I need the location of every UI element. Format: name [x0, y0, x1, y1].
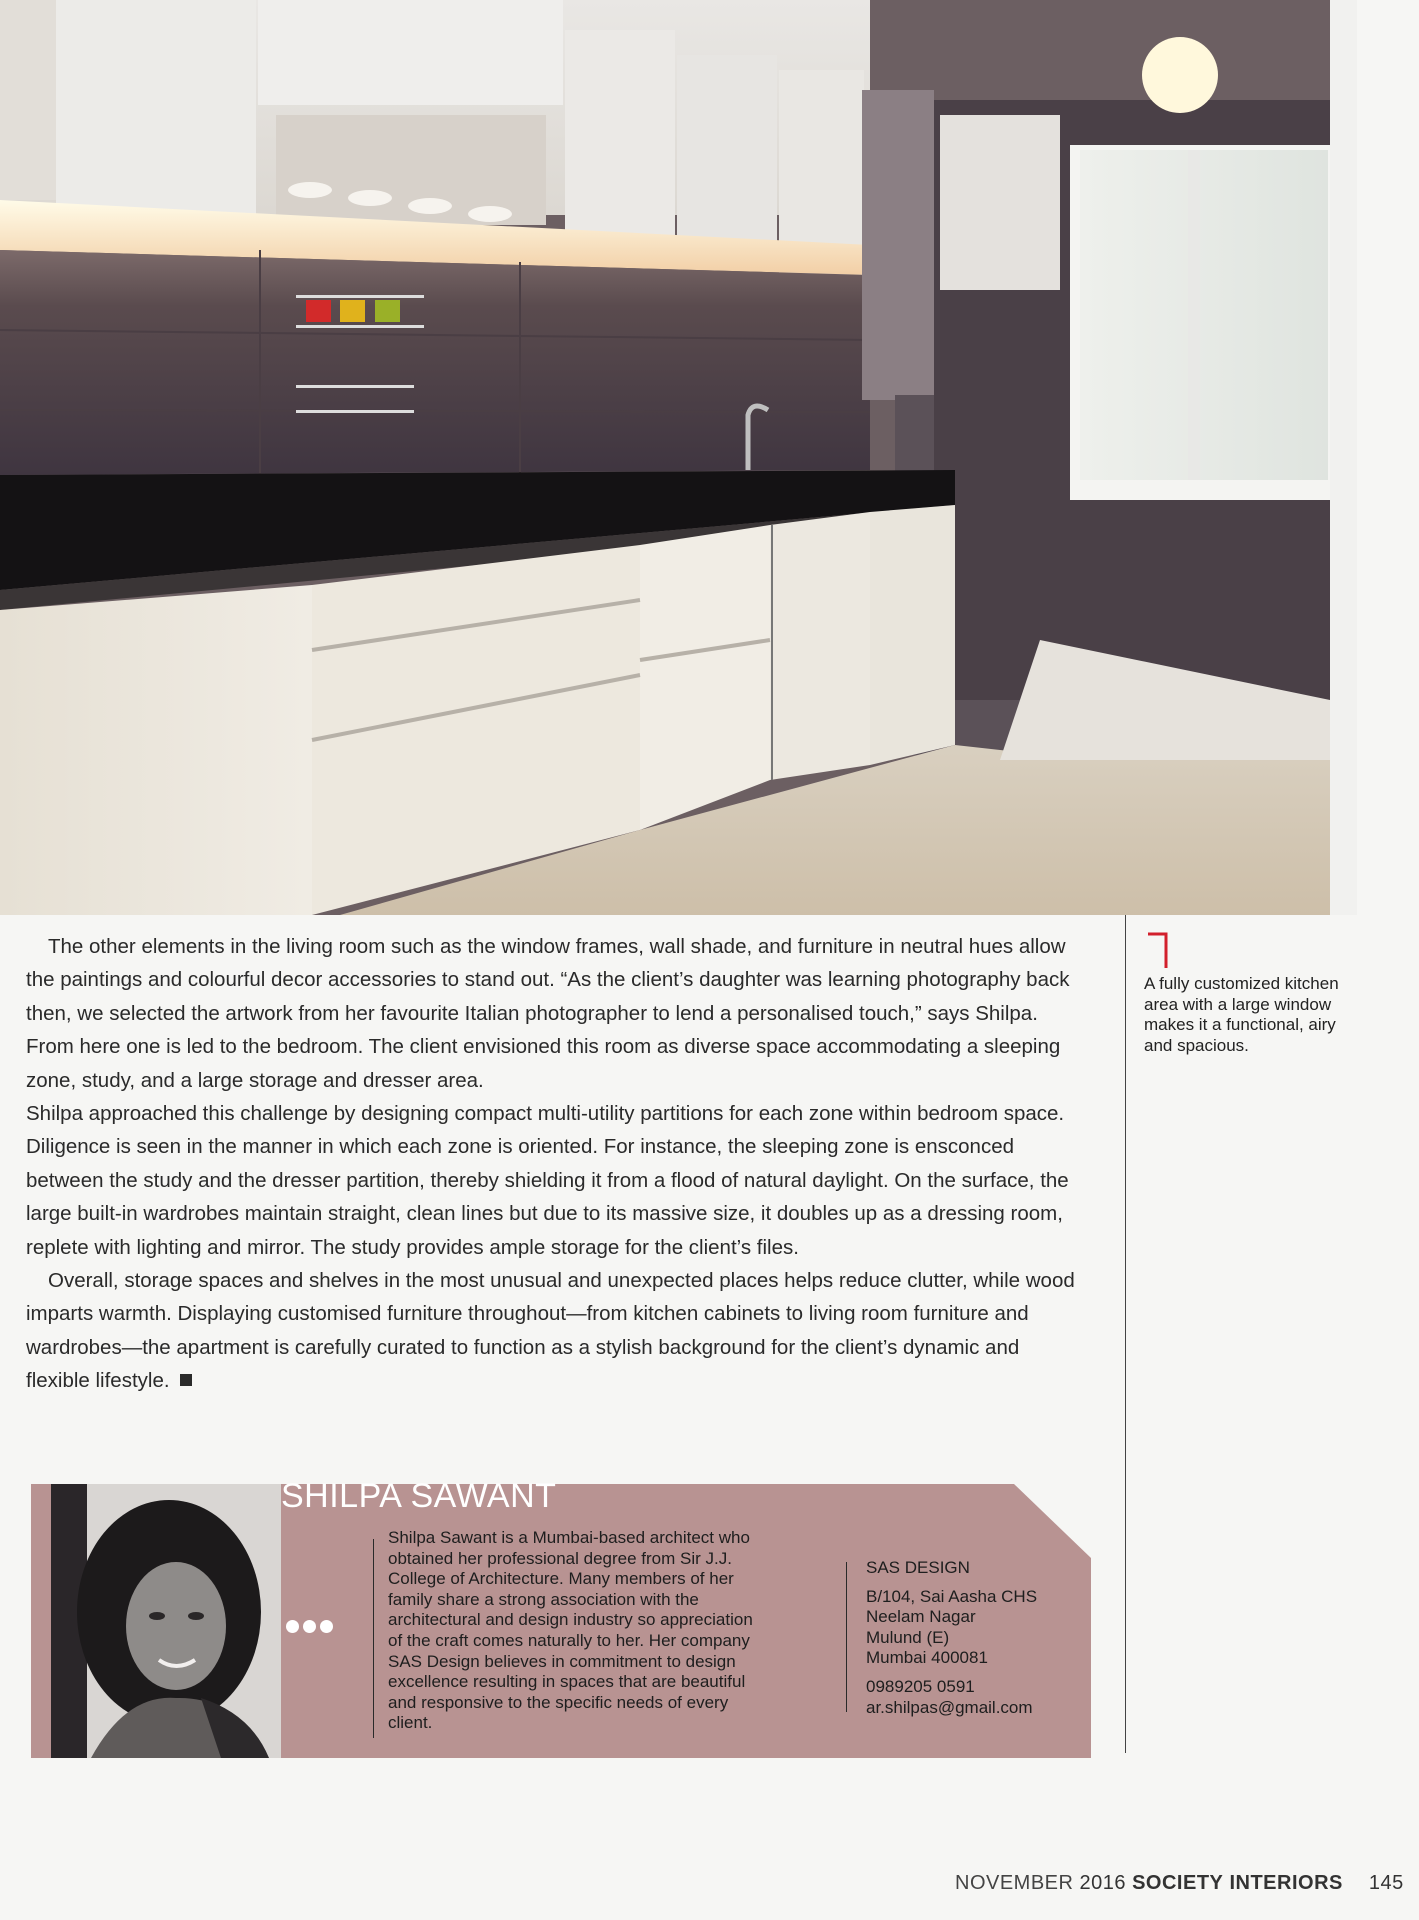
- footer-year: 2016: [1079, 1872, 1127, 1894]
- address-line: B/104, Sai Aasha CHS: [866, 1586, 1038, 1606]
- footer-magazine-name-2: INTERIORS: [1229, 1872, 1343, 1894]
- bio-divider: [373, 1539, 374, 1738]
- company-name: SAS DESIGN: [866, 1558, 970, 1577]
- footer-magazine-name: SOCIETY: [1132, 1872, 1224, 1894]
- article-paragraph-3: [26, 1264, 1088, 1398]
- ellipsis-dots-icon: [286, 1620, 337, 1638]
- contact-divider: [846, 1562, 847, 1712]
- architect-portrait: [51, 1484, 281, 1758]
- kitchen-photo: [0, 0, 1357, 915]
- architect-name: SHILPA SAWANT: [281, 1477, 557, 1515]
- address-line: Mumbai 400081: [866, 1648, 988, 1668]
- article-paragraph-2: Shilpa approached this challenge by designing compact multi-utility partitions for each zone within bedroom space. Diligence is seen in the manner in which each zone is oriented. For instance, the sleeping zone is ensconced between the study and the dresser partition, thereby shielding it from a flood of natural daylight. On the surface, the large built-in wardrobes maintain straight, clean lines but due to its massive size, it doubles up as a dressing room, replete with lighting and mirror. The study provides ample storage for the client’s files.: [26, 1102, 1069, 1259]
- page-number: 145: [1368, 1872, 1404, 1894]
- footer-month: NOVEMBER: [955, 1872, 1074, 1894]
- address-line: Mulund (E): [866, 1627, 950, 1647]
- email-address: ar.shilpas@gmail.com: [866, 1697, 1033, 1717]
- photo-caption: A fully customized kitchen area with a large window makes it a functional, airy and spacious.: [1144, 974, 1339, 1055]
- architect-bio: Shilpa Sawant is a Mumbai-based architect who obtained her professional degree from Sir J.J. College of Architecture. Many members of her family share a strong association with the architectural and design industry so appreciation of the craft comes naturally to her. Her company SAS Design believes in commitment to design excellence resulting in spaces that are beautiful and responsive to the specific needs of every client.: [388, 1528, 753, 1733]
- article-paragraph-3-text: Overall, storage spaces and shelves in the most unusual and unexpected places helps reduce clutter, while wood imparts warmth. Displaying customised furniture throughout—from kitchen cabinets to living room furniture and wardrobes—the apartment is carefully curated to function as a stylish background for the client’s dynamic and flexible lifestyle.: [26, 1269, 1075, 1393]
- architect-profile-box: [31, 1478, 1091, 1758]
- page-footer: [955, 1872, 1404, 1895]
- article-paragraph-1: The other elements in the living room such as the window frames, wall shade, and furniture in neutral hues allow the paintings and colourful decor accessories to stand out. “As the client’s daughter was learning photography back then, we selected the artwork from her favourite Italian photographer to lend a personalised touch,” says Shilpa. From here one is led to the bedroom. The client envisioned this room as diverse space accommodating a sleeping zone, study, and a large storage and dresser area.: [26, 935, 1070, 1092]
- end-mark-icon: [180, 1374, 192, 1386]
- address-line: Neelam Nagar: [866, 1607, 976, 1627]
- article-body: [26, 930, 1088, 1398]
- caption-corner-icon: [1146, 932, 1170, 970]
- column-divider: [1125, 915, 1126, 1753]
- phone-number: 0989205 0591: [866, 1676, 975, 1696]
- contact-block: [866, 1558, 1076, 1718]
